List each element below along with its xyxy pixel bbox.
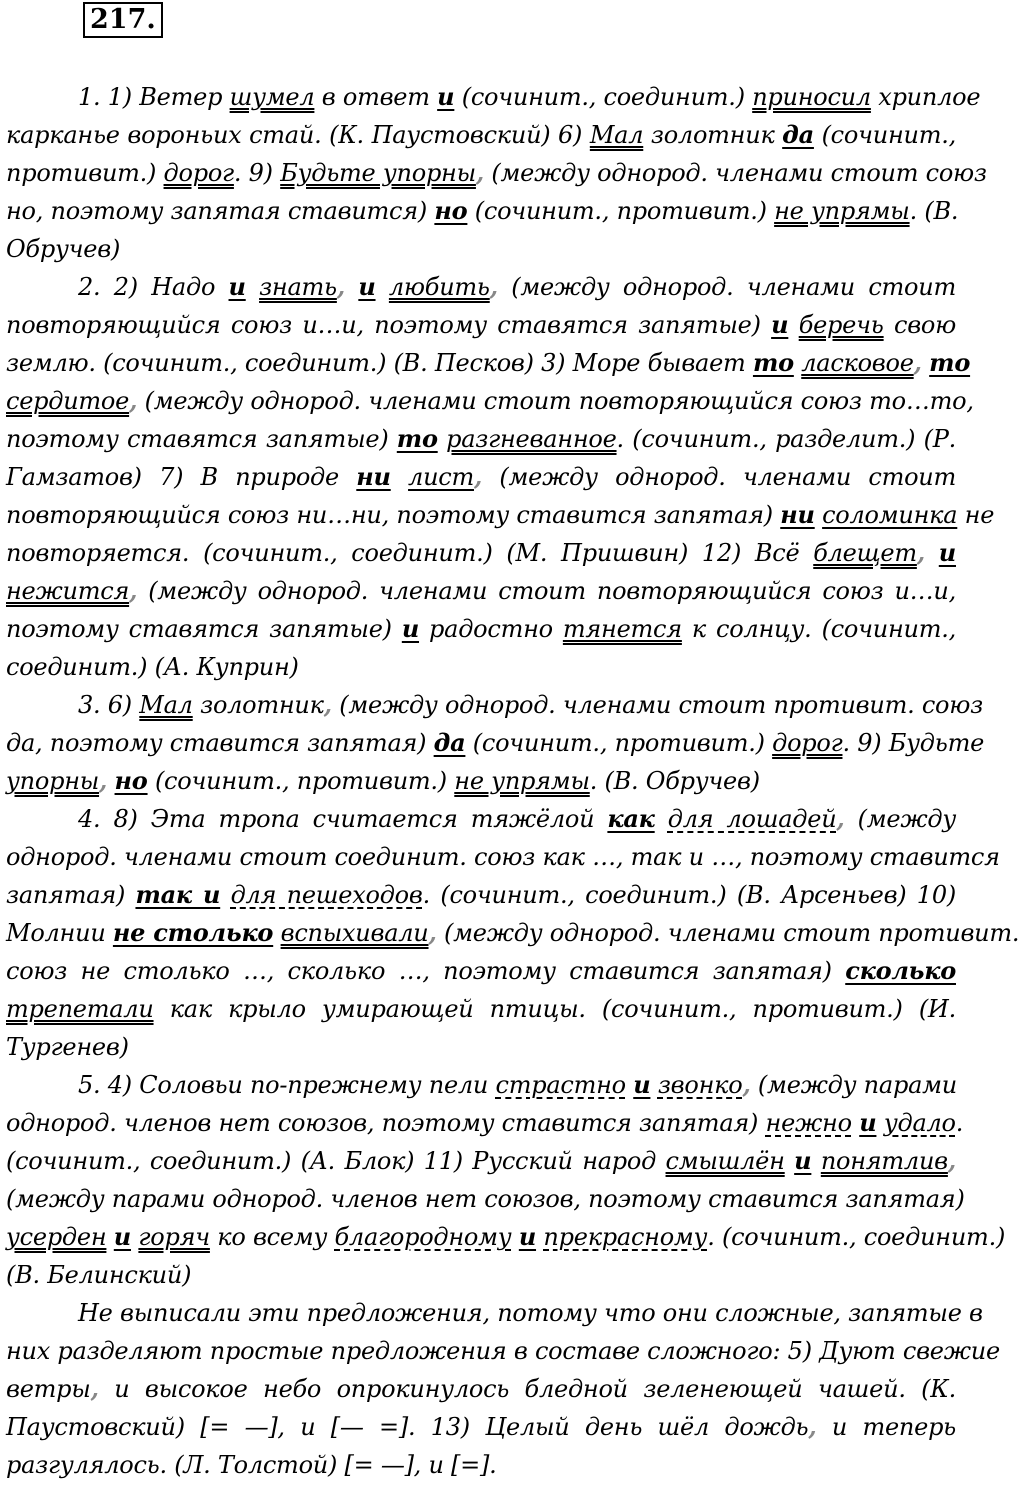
text-line <box>6 1332 1000 1370</box>
comma-mark: , <box>90 1374 99 1403</box>
comma-mark: , <box>489 272 498 301</box>
adverbial-mark: нежно <box>765 1109 852 1137</box>
text-run: (сочинит., противит.) <box>467 197 775 225</box>
predicate-mark: смышлён <box>665 1147 785 1175</box>
text-run: . <box>955 1109 964 1137</box>
text-run: соединит.) (А. Куприн) <box>6 653 299 681</box>
predicate-mark: вспыхивали <box>280 919 429 947</box>
conjunction-mark: и <box>401 614 420 643</box>
text-run <box>511 1223 518 1251</box>
conjunction-mark: не столько <box>112 918 274 947</box>
text-run: повторяющийся союз ни…ни, поэтому ставится запятая) <box>6 501 781 529</box>
comma-mark: , <box>475 158 485 187</box>
text-run: однород. членами стоит соединит. союз как …, так и …, поэтому ставится <box>6 843 1000 871</box>
comma-mark: , <box>947 1146 956 1175</box>
comma-mark: , <box>336 272 345 301</box>
text-run: 1. 1) Ветер <box>78 83 230 111</box>
predicate-mark: трепетали <box>6 995 154 1023</box>
text-run: но, поэтому запятая ставится) <box>6 197 435 225</box>
predicate-mark: не упрямы <box>454 767 590 795</box>
comma-mark: , <box>99 766 108 795</box>
text-run: да, поэтому ставится запятая) <box>6 729 434 757</box>
text-line <box>6 192 959 230</box>
text-run: Гамзатов) 7) В природе <box>6 463 357 491</box>
text-run: золотник <box>643 121 783 149</box>
text-run: (сочинит., <box>813 121 956 149</box>
comma-mark: , <box>323 690 332 719</box>
text-line <box>6 686 983 724</box>
predicate-mark: знать <box>259 273 337 301</box>
predicate-mark: любить <box>388 273 490 301</box>
conjunction-mark: как <box>607 804 655 833</box>
text-line <box>6 534 956 572</box>
text-run <box>246 273 259 301</box>
adverbial-mark: прекрасному <box>543 1223 708 1251</box>
text-run: и теперь <box>816 1413 956 1441</box>
text-run: 4. 8) Эта тропа считается тяжёлой <box>78 805 608 833</box>
text-run: . (В. <box>909 197 959 225</box>
text-line <box>6 1370 956 1408</box>
conjunction-mark: и <box>771 310 789 339</box>
conjunction-mark: то <box>396 424 438 453</box>
predicate-mark: Будьте упорны <box>280 159 476 187</box>
predicate-mark: Мал <box>139 691 193 719</box>
text-run <box>876 1109 883 1137</box>
text-run: свою <box>883 311 956 339</box>
text-run: повторяется. (сочинит., соединит.) (М. Пришвин) 12) Всё <box>6 539 814 567</box>
text-run <box>107 767 114 795</box>
text-run <box>811 1147 820 1175</box>
predicate-mark: тянется <box>562 615 682 643</box>
text-line <box>6 306 956 344</box>
conjunction-mark: и <box>859 1108 877 1137</box>
predicate-mark: разгневанное <box>446 425 617 453</box>
text-line <box>6 1104 964 1142</box>
text-line <box>6 838 1000 876</box>
text-run: (между однород. членами стоит союз <box>484 159 987 187</box>
conjunction-mark: сколько <box>845 956 956 985</box>
text-line <box>6 724 985 762</box>
predicate-mark: понятлив <box>820 1147 948 1175</box>
text-run: 3. 6) <box>78 691 140 719</box>
text-line <box>6 610 956 648</box>
text-line <box>6 1066 956 1104</box>
text-run: ветры <box>6 1375 91 1403</box>
text-line <box>6 344 971 382</box>
text-run: (между <box>844 805 957 833</box>
predicate-mark: сердитое <box>6 387 130 415</box>
text-run <box>815 501 822 529</box>
subject-mark: соломинка <box>822 501 958 529</box>
predicate-mark: Мал <box>589 121 644 149</box>
text-run: . (сочинит., соединит.) <box>707 1223 1006 1251</box>
text-run: землю. (сочинит., соединит.) (В. Песков) 3) Море бывает <box>6 349 753 377</box>
text-run: (между однород. членами стоит повторяющийся союз то…то, <box>137 387 974 415</box>
text-run: (между однород. членами стоит повторяющийся союз и…и, <box>137 577 956 605</box>
text-run <box>650 1071 657 1099</box>
text-run <box>345 273 358 301</box>
text-run: радостно <box>419 615 563 643</box>
text-run: (между однород. членами стоит противит. <box>436 919 1019 947</box>
exercise-number: 217. <box>83 2 163 38</box>
text-run <box>391 463 408 491</box>
text-run: (между парами <box>750 1071 957 1099</box>
text-run: противит.) <box>6 159 164 187</box>
text-line <box>6 116 956 154</box>
text-line <box>6 496 995 534</box>
comma-mark: , <box>742 1070 751 1099</box>
conjunction-mark: и <box>938 538 956 567</box>
text-run: союз не столько …, сколько …, поэтому ставится запятая) <box>6 957 846 985</box>
adverbial-mark: благородному <box>334 1223 512 1251</box>
text-line <box>6 458 956 496</box>
text-run: запятая) <box>6 881 136 909</box>
comma-mark: , <box>129 576 138 605</box>
conjunction-mark: и <box>113 1222 131 1251</box>
text-run: 2. 2) Надо <box>78 273 229 301</box>
text-run: и высокое небо опрокинулось бледной зеленеющей чашей. (К. <box>98 1375 956 1403</box>
text-line <box>6 1446 956 1484</box>
text-run: карканье вороньих стай. (К. Паустовский) 6) <box>6 121 590 149</box>
comma-mark: , <box>913 348 922 377</box>
predicate-mark: усерден <box>6 1223 107 1251</box>
adverbial-mark: страстно <box>495 1071 626 1099</box>
text-line <box>6 1142 956 1180</box>
comma-mark: , <box>428 918 437 947</box>
comma-mark: , <box>129 386 138 415</box>
text-run: разгулялось. (Л. Толстой) [= —], и [=]. <box>6 1451 497 1479</box>
text-line <box>6 800 956 838</box>
text-run: . (сочинит., соединит.) (В. Арсеньев) 10) <box>422 881 956 909</box>
conjunction-mark: то <box>929 348 971 377</box>
text-run: в ответ <box>314 83 438 111</box>
text-line <box>6 1256 956 1294</box>
text-run: Паустовский) [= —], и [— =]. 13) Целый день шёл дождь <box>6 1413 809 1441</box>
text-run: не <box>957 501 995 529</box>
predicate-mark: упорны <box>6 767 100 795</box>
predicate-mark: дорог <box>163 159 234 187</box>
conjunction-mark: ни <box>356 462 391 491</box>
adverbial-mark: для лошадей <box>667 805 837 833</box>
text-run <box>925 539 939 567</box>
predicate-mark: горяч <box>138 1223 210 1251</box>
predicate-mark: беречь <box>798 311 884 339</box>
text-run <box>376 273 389 301</box>
exercise-text <box>6 78 1019 1484</box>
text-run: как крыло умирающей птицы. (сочинит., противит.) (И. <box>153 995 956 1023</box>
text-run: Обручев) <box>6 235 121 263</box>
text-run: (сочинит., противит.) <box>147 767 455 795</box>
conjunction-mark: так и <box>135 880 221 909</box>
text-run: хриплое <box>870 83 981 111</box>
text-run: (между парами однород. членов нет союзов, поэтому ставится запятая) <box>6 1185 965 1213</box>
text-line <box>6 78 981 116</box>
text-run <box>438 425 446 453</box>
text-run: однород. членов нет союзов, поэтому ставится запятая) <box>6 1109 766 1137</box>
predicate-mark: шумел <box>229 83 315 111</box>
text-run: . 9) <box>233 159 281 187</box>
text-line <box>6 230 956 268</box>
predicate-mark: ласковое <box>801 349 914 377</box>
text-run: . 9) Будьте <box>842 729 985 757</box>
text-line <box>6 914 1019 952</box>
text-run: (между однород. членами стоит <box>497 273 956 301</box>
text-run: них разделяют простые предложения в составе сложного: 5) Дуют свежие <box>6 1337 1000 1365</box>
conjunction-mark: и <box>633 1070 651 1099</box>
text-run <box>220 881 230 909</box>
text-line <box>6 382 974 420</box>
text-line <box>6 572 956 610</box>
text-line <box>6 268 956 306</box>
comma-mark: , <box>916 538 925 567</box>
comma-mark: , <box>836 804 845 833</box>
predicate-mark: блещет <box>813 539 917 567</box>
text-run: к солнцу. (сочинит., <box>681 615 957 643</box>
text-run: Тургенев) <box>6 1033 129 1061</box>
text-run <box>273 919 280 947</box>
text-line <box>6 990 956 1028</box>
text-run: (В. Белинский) <box>6 1261 192 1289</box>
predicate-mark: не упрямы <box>774 197 910 225</box>
text-line <box>6 1028 956 1066</box>
subject-mark: лист <box>408 463 474 491</box>
conjunction-mark: но <box>114 766 148 795</box>
conjunction-mark: и <box>794 1146 812 1175</box>
text-run: ко всему <box>209 1223 335 1251</box>
comma-mark: , <box>808 1412 817 1441</box>
text-run: Молнии <box>6 919 113 947</box>
text-run: поэтому ставятся запятые) <box>6 425 397 453</box>
predicate-mark: приносил <box>752 83 871 111</box>
conjunction-mark: да <box>433 728 466 757</box>
conjunction-mark: ни <box>780 500 815 529</box>
text-line <box>6 648 956 686</box>
text-line <box>6 1180 965 1218</box>
conjunction-mark: и <box>228 272 246 301</box>
conjunction-mark: но <box>434 196 468 225</box>
text-run: (сочинит., соединит.) (А. Блок) 11) Русский народ <box>6 1147 666 1175</box>
predicate-mark: дорог <box>772 729 843 757</box>
text-run <box>106 1223 113 1251</box>
text-run: . (сочинит., разделит.) (Р. <box>616 425 956 453</box>
text-run: Не выписали эти предложения, потому что они сложные, запятые в <box>78 1299 983 1327</box>
text-run: повторяющийся союз и…и, поэтому ставятся запятые) <box>6 311 772 339</box>
conjunction-mark: да <box>782 120 814 149</box>
text-run: (сочинит., соединит.) <box>454 83 753 111</box>
text-line <box>6 762 956 800</box>
predicate-mark: нежится <box>6 577 130 605</box>
text-run <box>785 1147 794 1175</box>
conjunction-mark: и <box>437 82 455 111</box>
text-run: . (В. Обручев) <box>589 767 760 795</box>
comma-mark: , <box>473 462 483 491</box>
text-line <box>6 1218 1006 1256</box>
adverbial-mark: удало <box>883 1109 956 1137</box>
text-run: (сочинит., противит.) <box>465 729 773 757</box>
text-run <box>788 311 798 339</box>
conjunction-mark: и <box>518 1222 537 1251</box>
text-line <box>6 1408 956 1446</box>
text-run: (между однород. членами стоит <box>482 463 957 491</box>
text-line <box>6 154 987 192</box>
conjunction-mark: то <box>752 348 794 377</box>
text-line <box>6 1294 983 1332</box>
text-run: золотник <box>192 691 324 719</box>
conjunction-mark: и <box>358 272 376 301</box>
text-run: 5. 4) Соловьи по-прежнему пели <box>78 1071 496 1099</box>
adverbial-mark: для пешеходов <box>230 881 423 909</box>
adverbial-mark: звонко <box>657 1071 743 1099</box>
text-run: (между однород. членами стоит противит. союз <box>331 691 983 719</box>
text-line <box>6 876 956 914</box>
text-line <box>6 952 956 990</box>
text-run <box>655 805 668 833</box>
text-run: поэтому ставятся запятые) <box>6 615 402 643</box>
text-line <box>6 420 956 458</box>
